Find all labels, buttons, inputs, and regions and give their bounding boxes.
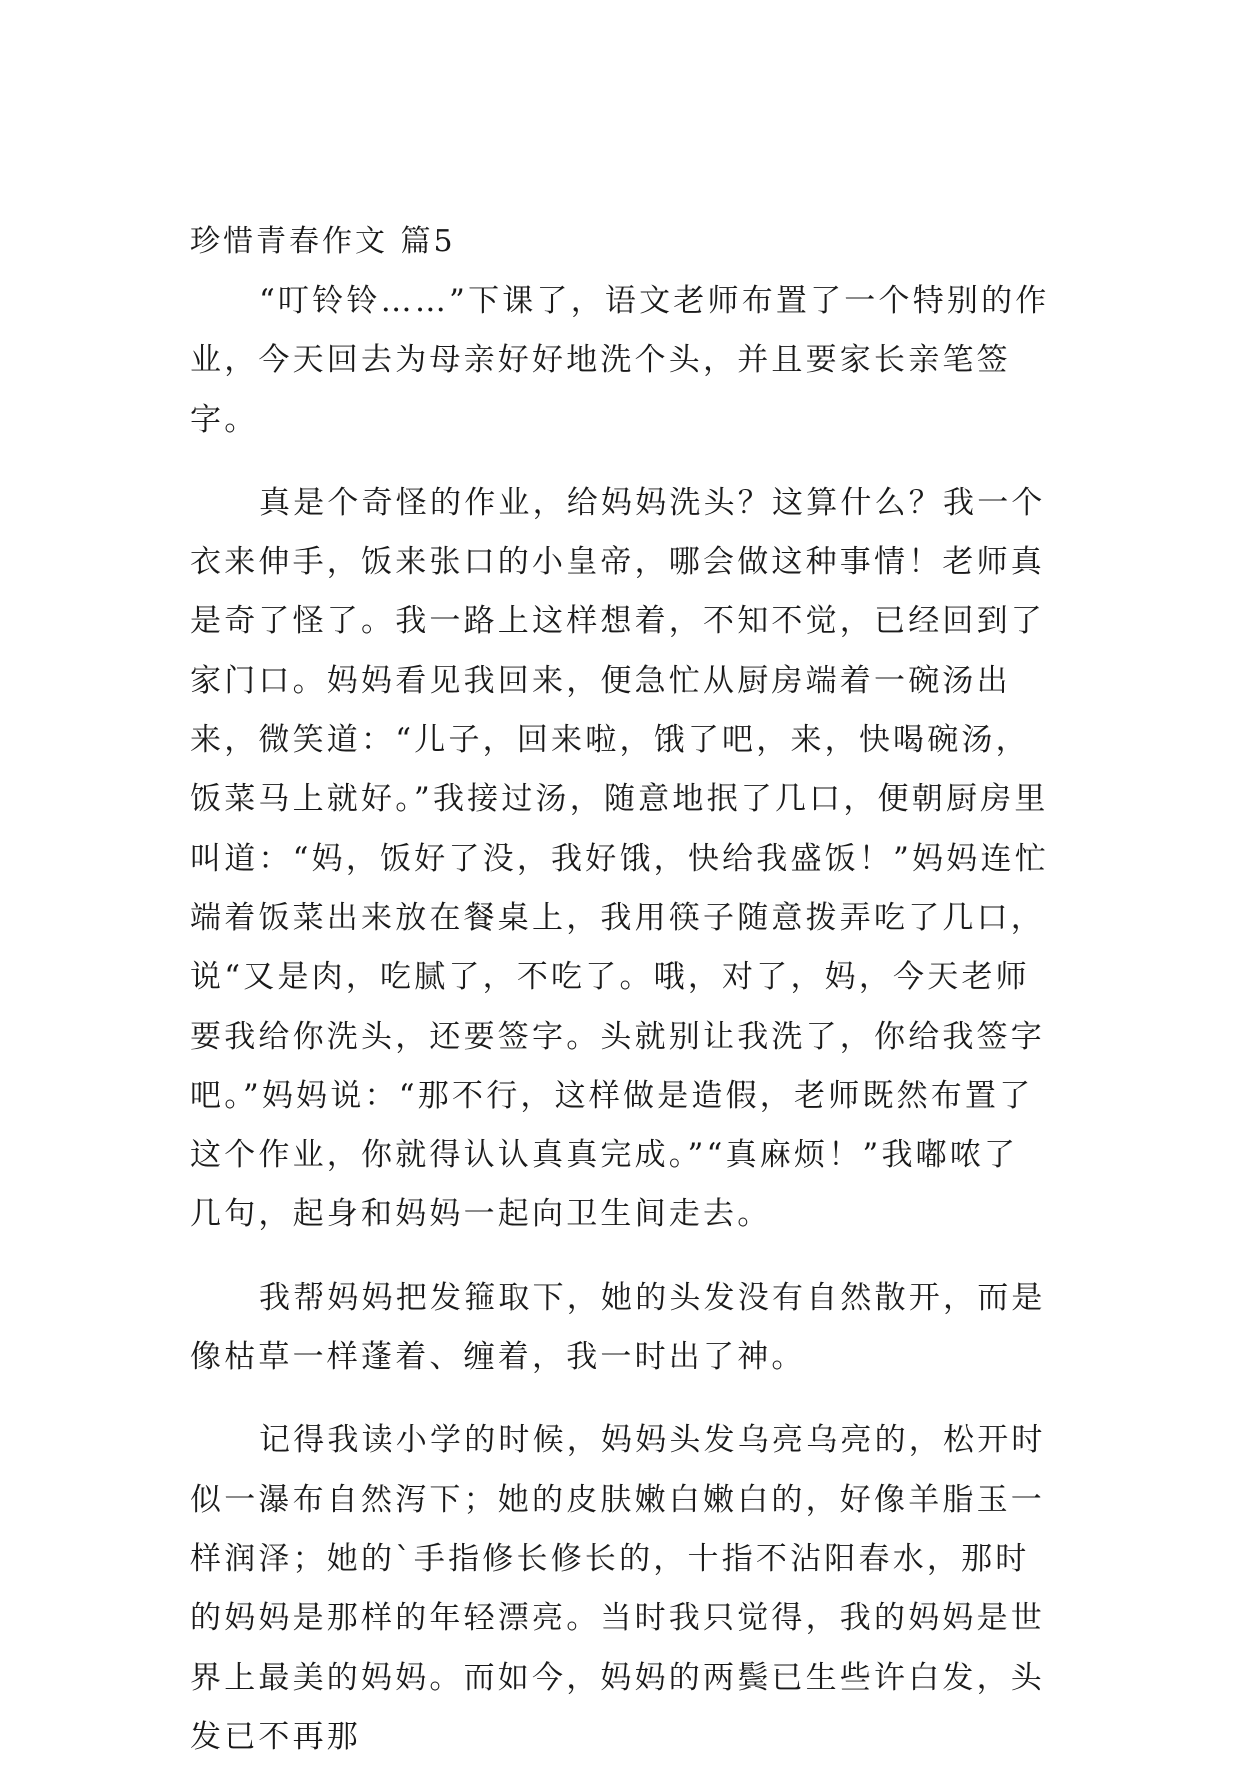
paragraph-2: 真是个奇怪的作业，给妈妈洗头？这算什么？我一个衣来伸手，饭来张口的小皇帝，哪会做这种事情！老师真是奇了怪了。我一路上这样想着，不知不觉，已经回到了家门口。妈妈看见我回来，便急忙从厨房端着一碗汤出来，微笑道：“儿子，回来啦，饿了吧，来，快喝碗汤，饭菜马上就好。”我接过汤，随意地抿了几口，便朝厨房里叫道：“妈，饭好了没，我好饿，快给我盛饭！”妈妈连忙端着饭菜出来放在餐桌上，我用筷子随意拨弄吃了几口，说“又是肉，吃腻了，不吃了。哦，对了，妈，今天老师要我给你洗头，还要签字。头就别让我洗了，你给我签字吧。”妈妈说：“那不行，这样做是造假，老师既然布置了这个作业，你就得认认真真完成。”“真麻烦！”我嘟哝了几句，起身和妈妈一起向卫生间走去。 <box>190 484 1049 1233</box>
paragraph-4: 记得我读小学的时候，妈妈头发乌亮乌亮的，松开时似一瀑布自然泻下；她的皮肤嫩白嫩白的，好像羊脂玉一样润泽；她的`手指修长修长的，十指不沾阳春水，那时的妈妈是那样的年轻漂亮。当时我只觉得，我的妈妈是世界上最美的妈妈。而如今，妈妈的两鬓已生些许白发，头发已不再那 <box>190 1422 1046 1755</box>
paragraph-1: “叮铃铃……”下课了，语文老师布置了一个特别的作业，今天回去为母亲好好地洗个头，并且要家长亲笔签字。 <box>190 283 1050 438</box>
paragraph-3: 我帮妈妈把发箍取下，她的头发没有自然散开，而是像枯草一样蓬着、缠着，我一时出了神。 <box>190 1279 1046 1376</box>
essay-title: 珍惜青春作文 篇5 <box>190 224 456 259</box>
document-page <box>190 222 1050 1767</box>
